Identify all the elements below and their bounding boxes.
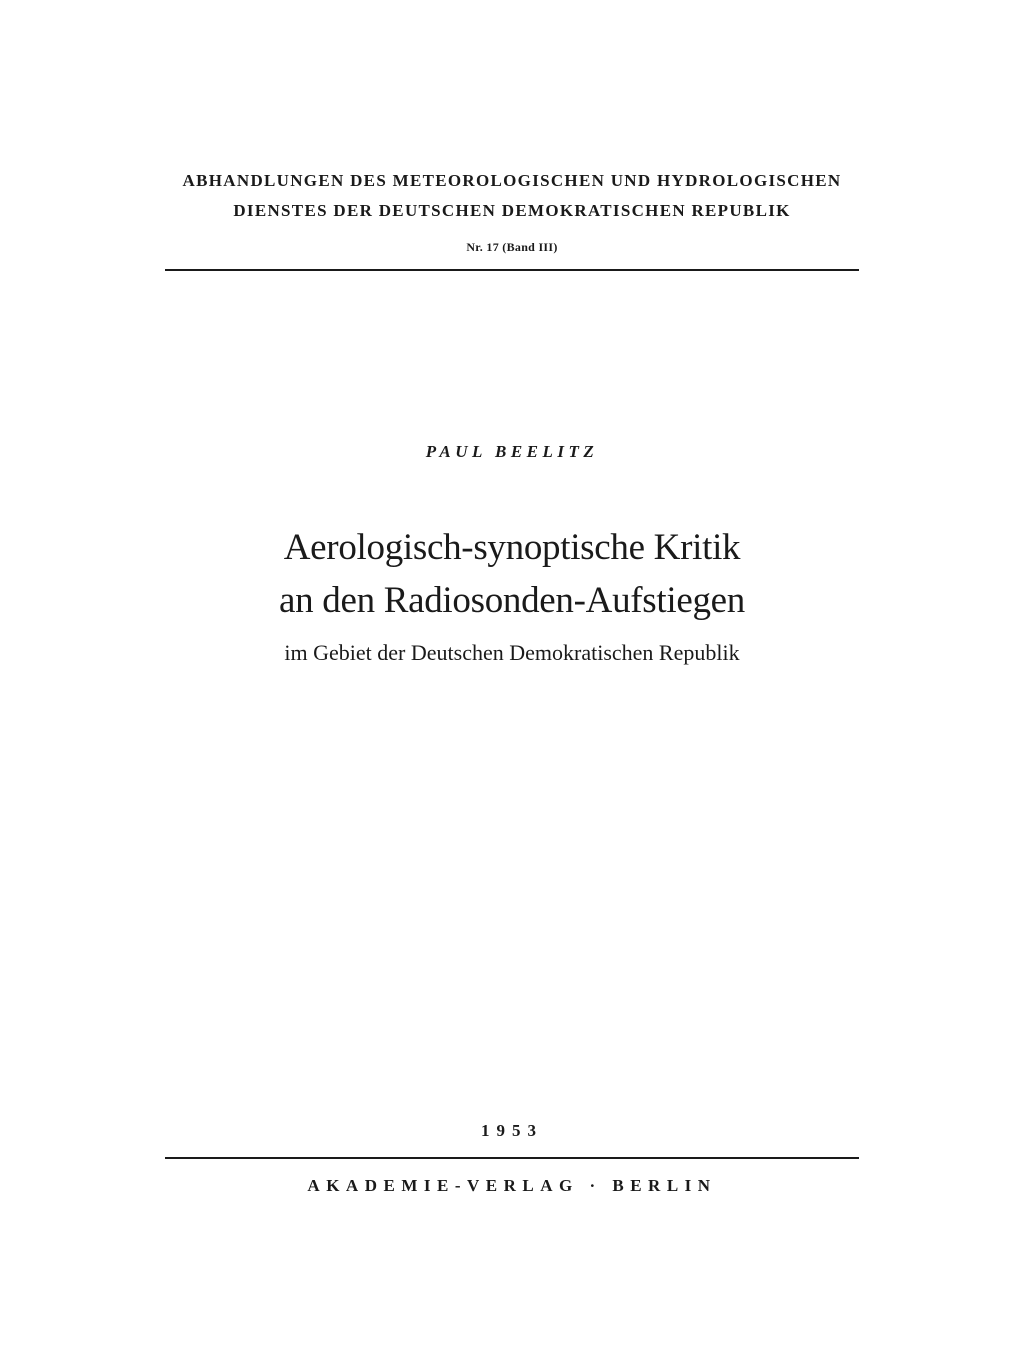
- book-subtitle: im Gebiet der Deutschen Demokratischen Republik: [284, 640, 740, 665]
- book-title-line-2: an den Radiosonden-Aufstiegen: [278, 580, 745, 621]
- bottom-divider: [165, 1157, 859, 1159]
- author-name: PAUL BEELITZ: [425, 442, 599, 461]
- top-divider: [165, 269, 859, 271]
- publication-year: 1953: [481, 1121, 543, 1140]
- series-title-line-1: ABHANDLUNGEN DES METEOROLOGISCHEN UND HYDROLOGISCHEN: [182, 171, 842, 190]
- series-number: Nr. 17 (Band III): [466, 240, 558, 254]
- publisher: AKADEMIE-VERLAG · BERLIN: [307, 1176, 717, 1195]
- series-title-line-2: DIENSTES DER DEUTSCHEN DEMOKRATISCHEN REPUBLIK: [233, 201, 791, 220]
- book-title-line-1: Aerologisch-synoptische Kritik: [283, 527, 741, 568]
